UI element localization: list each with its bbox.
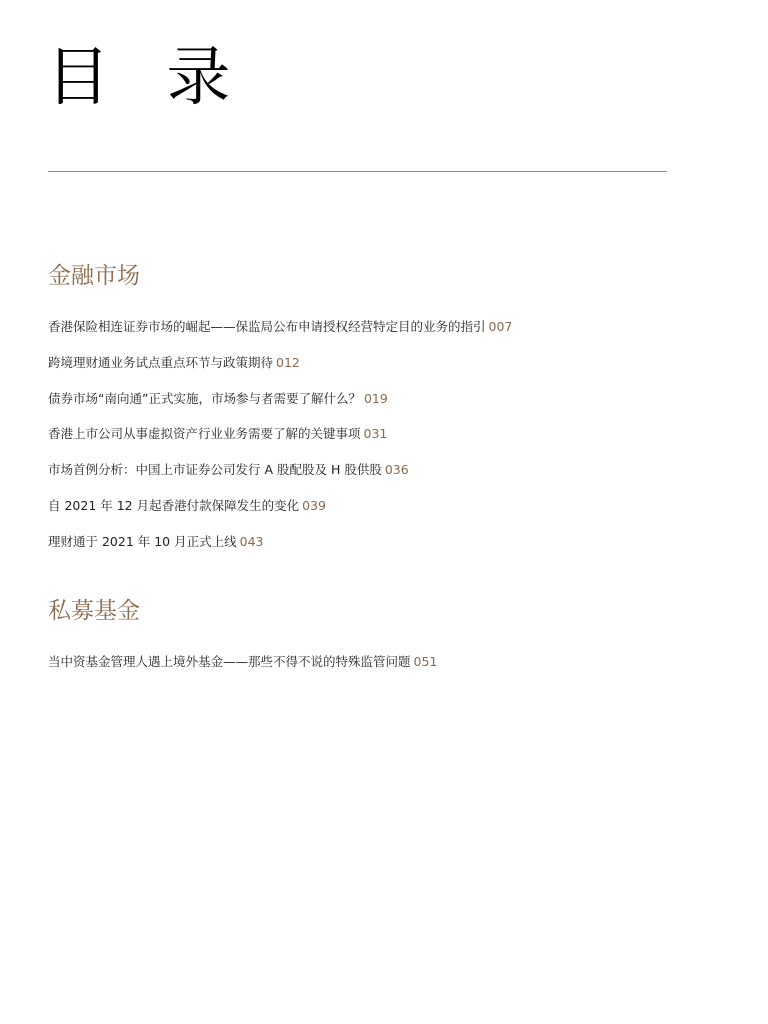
toc-entry-title: 自 2021 年 12 月起香港付款保障发生的变化 [48,497,300,513]
toc-entry-page-number: 036 [384,462,409,478]
toc-entry[interactable] [48,354,728,390]
section-private-funds [48,596,728,689]
toc-entry-page-number: 012 [276,354,300,370]
toc-entry[interactable] [48,461,728,497]
toc-list [48,318,728,569]
toc-entry[interactable] [48,318,728,354]
toc-entry-page-number: 019 [363,390,388,406]
section-financial-markets [48,261,728,569]
toc-entry-title: 债券市场“南向通”正式实施，市场参与者需要了解什么？ [48,390,361,406]
toc-entry[interactable] [48,533,728,569]
toc-entry-page-number: 031 [363,426,388,442]
toc-entry[interactable] [48,425,728,461]
toc-entry-page-number: 039 [302,497,326,513]
toc-entry[interactable] [48,390,728,426]
toc-entry-title: 跨境理财通业务试点重点环节与政策期待 [48,354,274,370]
toc-entry-title: 市场首例分析：中国上市证券公司发行 A 股配股及 H 股供股 [48,462,382,478]
toc-list [48,653,728,689]
toc-entry-page-number: 043 [239,533,264,549]
section-heading: 金融市场 [48,263,140,289]
toc-entry-page-number: 007 [488,319,513,334]
title-divider [48,171,667,172]
toc-entry-title: 理财通于 2021 年 10 月正式上线 [48,533,237,549]
toc-entry-title: 香港保险相连证券市场的崛起——保监局公布申请授权经营特定目的业务的指引 [48,319,486,334]
section-heading: 私募基金 [48,598,140,624]
toc-entry-page-number: 051 [413,654,438,669]
toc-entry[interactable] [48,497,728,533]
page-title: 目 录 [46,41,249,115]
toc-entry-title: 香港上市公司从事虚拟资产行业业务需要了解的关键事项 [48,426,361,442]
toc-entry-title: 当中资基金管理人遇上境外基金——那些不得不说的特殊监管问题 [48,654,411,669]
toc-entry[interactable] [48,653,728,689]
